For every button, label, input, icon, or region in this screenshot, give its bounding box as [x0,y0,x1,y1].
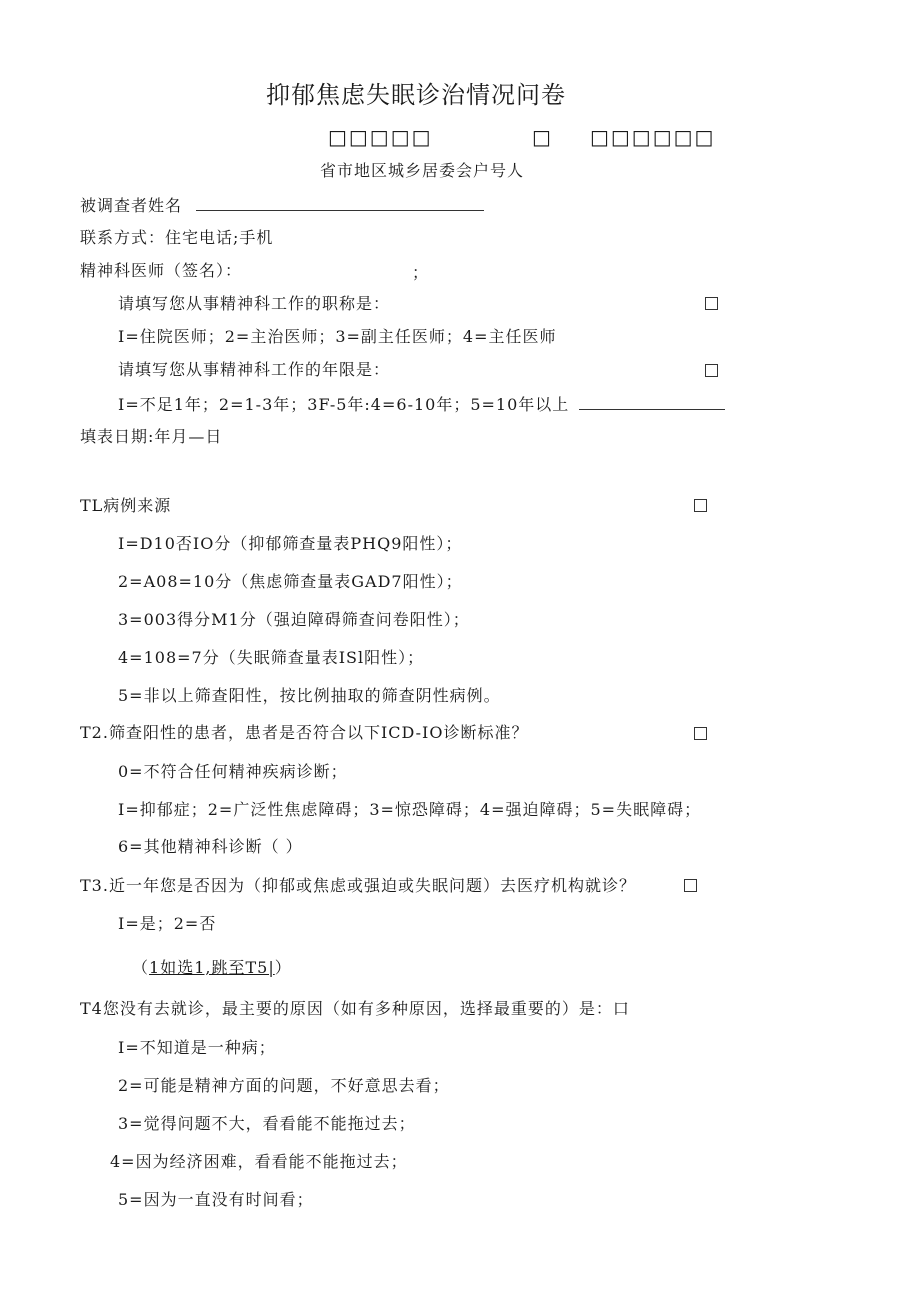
t4-question: T4您没有去就诊，最主要的原因（如有多种原因，选择最重要的）是：口 [80,999,630,1018]
page-title: 抑郁焦虑失眠诊治情况问卷 [266,81,566,109]
doctor-years-input-line[interactable] [579,393,725,410]
code-boxes-region[interactable]: □□□□□ [328,125,433,149]
name-input-line[interactable] [196,194,484,211]
doctor-title-checkbox[interactable] [705,297,718,310]
t4-option: 2=可能是精神方面的问题，不好意思去看； [118,1076,450,1095]
t4-option: I=不知道是一种病； [118,1038,276,1057]
t2-option-other: 6=其他精神科诊断（ ） [118,837,303,856]
doctor-title-options: I=住院医师；2=主治医师；3=副主任医师；4=主任医师 [118,327,557,346]
contact-label: 联系方式：住宅电话;手机 [80,228,274,247]
fill-date-label: 填表日期:年月—日 [80,427,223,446]
name-field-row [80,194,484,217]
t4-option: 5=因为一直没有时间看； [118,1190,314,1209]
code-boxes-person[interactable]: □□□□□□ [590,125,716,149]
t1-checkbox[interactable] [694,499,707,512]
t1-option: 3=003得分M1分（强迫障碍筛查问卷阳性）； [118,610,470,629]
t3-checkbox[interactable] [684,879,697,892]
doctor-signature-end: ； [412,263,430,282]
t1-option: 4=108=7分（失眠筛查量表ISl阳性）； [118,648,425,667]
code-boxes-household[interactable]: □ [532,125,553,149]
t1-question: TL病例来源 [80,496,172,515]
t4-option: 3=觉得问题不大，看看能不能拖过去； [118,1114,416,1133]
doctor-years-question: 请填写您从事精神科工作的年限是： [118,360,391,379]
doctor-years-checkbox[interactable] [705,364,718,377]
t2-question: T2.筛查阳性的患者，患者是否符合以下ICD-IO诊断标准？ [80,723,529,742]
t1-option: 2=A08=10分（焦虑筛查量表GAD7阳性）； [118,572,463,591]
doctor-title-question: 请填写您从事精神科工作的职称是： [118,294,391,313]
t3-skip-instruction [132,957,292,979]
doctor-years-options-row [118,393,725,416]
t2-checkbox[interactable] [694,727,707,740]
t3-skip-close: ） [274,958,292,977]
t4-option: 4=因为经济困难，看看能不能拖过去； [110,1152,408,1171]
doctor-years-options: I=不足1年；2=1-3年；3F-5年:4=6-10年；5=10年以上 [118,395,570,414]
t2-option: 0=不符合任何精神疾病诊断； [118,762,348,781]
t3-options: I=是；2=否 [118,914,217,933]
t1-option: 5=非以上筛查阳性，按比例抽取的筛查阴性病例。 [118,686,501,705]
t1-option: I=D10否IO分（抑郁筛查量表PHQ9阳性）； [118,534,463,553]
t3-skip-open: （ [132,958,150,977]
t2-option: I=抑郁症；2=广泛性焦虑障碍；3=惊恐障碍；4=强迫障碍；5=失眠障碍； [118,800,702,819]
name-label: 被调查者姓名 [80,196,183,215]
doctor-signature-label: 精神科医师（签名）： [80,261,243,280]
code-labels: 省市地区城乡居委会户号人 [320,161,525,180]
t3-skip-text: 1如选1,跳至T5| [149,958,275,977]
t3-question: T3.近一年您是否因为（抑郁或焦虑或强迫或失眠问题）去医疗机构就诊？ [80,876,636,895]
